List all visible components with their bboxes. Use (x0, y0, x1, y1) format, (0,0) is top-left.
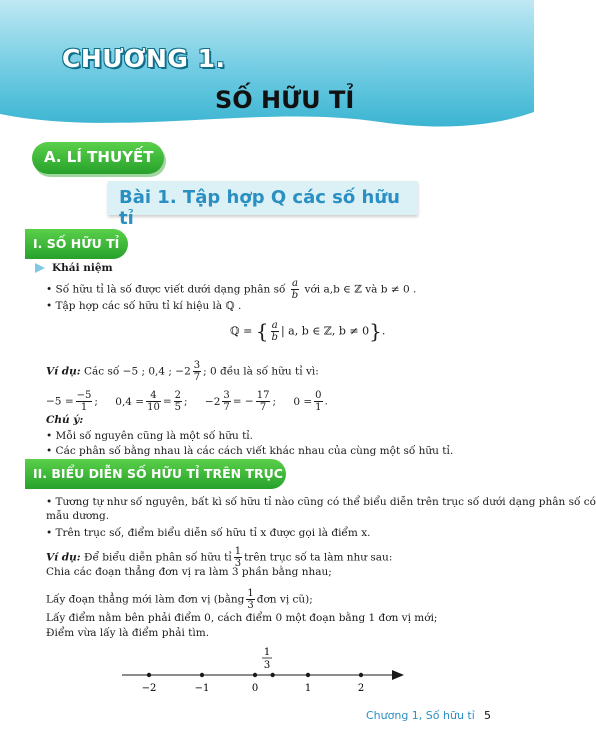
number-line-arrow (392, 670, 404, 680)
lesson-title: Bài 1. Tập hợp Q các số hữu tỉ (119, 187, 400, 229)
number-line-tick-label: 1 (304, 683, 312, 694)
number-line-point (147, 673, 151, 677)
marked-fraction-den: 3 (263, 660, 271, 671)
step-1: Chia các đoạn thẳng đơn vị ra làm 3 phần bằng nhau; (46, 566, 332, 578)
note-1: • Mỗi số nguyên cũng là một số hữu tỉ. (46, 430, 253, 442)
chapter-title: CHƯƠNG 1. (62, 44, 226, 73)
number-line-point (200, 673, 204, 677)
note-label: Chú ý: (46, 414, 84, 426)
example-equations: −5 = $\frac{-5}{1}$ ; 0,4 = $\frac{4}{10}$ = $\frac{2}{5}$ ; −2 $\frac{3}{7}$ = − $\frac{17}{7}$ ; 0 = $\frac{0}{1}$ . (46, 390, 328, 413)
step-3: Lấy điểm nằm bên phải điểm 0, cách điểm 0 một đoạn bằng 1 đơn vị mới; (46, 612, 438, 624)
number-line-tick-label: −1 (194, 683, 210, 694)
section-tab-1 (25, 229, 128, 259)
example-line: Ví dụ: Các số −5 ; 0,4 ; −2 $\frac{3}{7}$ ; 0 đều là số hữu tỉ vì: (46, 360, 319, 383)
number-line-tick-label: 0 (251, 683, 259, 694)
part2-para-2: • Trên trục số, điểm biểu diễn số hữu tỉ x được gọi là điểm x. (46, 527, 371, 539)
number-line-point (253, 673, 257, 677)
number-line-tick-label: −2 (141, 683, 157, 694)
number-line-point (306, 673, 310, 677)
step-2: Lấy đoạn thẳng mới làm đơn vị (bằng $\frac{1}{3}$ đơn vị cũ); (46, 588, 313, 611)
section-tab-2-label: II. BIỂU DIỄN SỐ HỮU TỈ TRÊN TRỤC SỐ (33, 466, 307, 481)
step-4: Điểm vừa lấy là điểm phải tìm. (46, 627, 210, 639)
section-a-label: A. LÍ THUYẾT (44, 148, 154, 166)
part2-para-1a: • Tương tự như số nguyên, bất kì số hữu tỉ nào cũng có thể biểu diễn trên trục số dưới dạng phân số có (46, 496, 596, 508)
definition-fraction: $\frac{a}{b}$ (291, 278, 299, 301)
part2-example: Ví dụ: Để biểu diễn phân số hữu tỉ $\frac{1}{3}$ trên trục số ta làm như sau: (46, 546, 393, 569)
section-tab-1-label: I. SỐ HỮU TỈ (33, 236, 120, 251)
number-line (122, 640, 412, 700)
concept-label: Khái niệm (52, 262, 113, 274)
set-line: • Tập hợp các số hữu tỉ kí hiệu là ℚ . (46, 300, 242, 312)
note-2: • Các phân số bằng nhau là các cách viết khác nhau của cùng một số hữu tỉ. (46, 445, 454, 457)
definition-condition: với a,b ∈ ℤ và b ≠ 0 . (304, 283, 417, 296)
part2-para-1b: mẫu dương. (46, 510, 110, 522)
number-line-point (359, 673, 363, 677)
chapter-subtitle: SỐ HỮU TỈ (215, 86, 355, 114)
definition-line (46, 278, 416, 301)
section-tab-2 (25, 459, 307, 489)
page-number: 5 (484, 709, 491, 722)
bullet-arrow-icon (35, 263, 45, 273)
set-formula: ℚ = { $\frac{a}{b}$ | a, b ∈ ℤ, b ≠ 0}. (230, 319, 386, 343)
footer-chapter-ref: Chương 1, Số hữu tỉ (366, 709, 475, 722)
marked-fraction-num: 1 (263, 647, 271, 658)
number-line-tick-label: 2 (357, 683, 365, 694)
lesson-banner (108, 181, 418, 229)
definition-text: • Số hữu tỉ là số được viết dưới dạng phân số (46, 283, 286, 296)
number-line-marked-point (270, 673, 274, 677)
section-a-pill (32, 142, 164, 174)
